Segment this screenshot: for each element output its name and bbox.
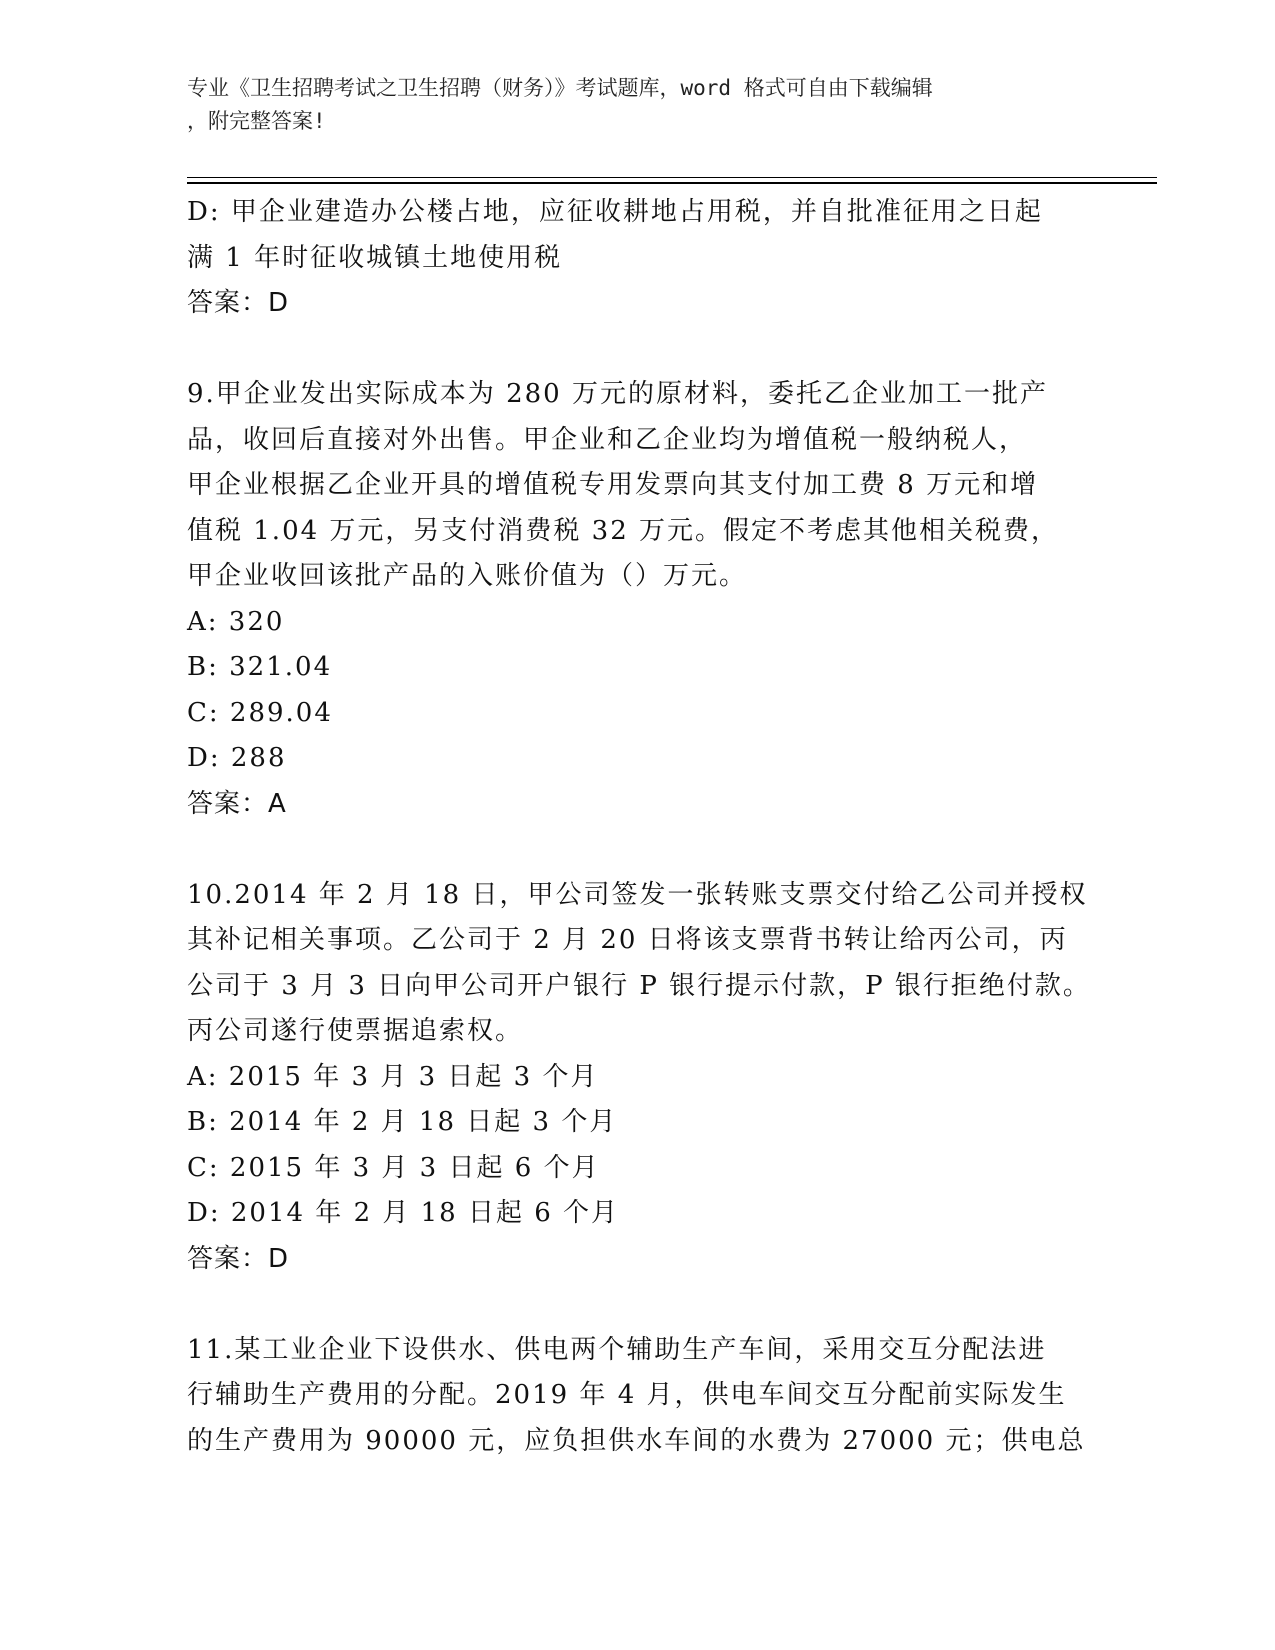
- q11-stem-line: 行辅助生产费用的分配。2019 年 4 月，供电车间交互分配前实际发生: [187, 1380, 1067, 1410]
- q8-answer: 答案：D: [187, 288, 290, 318]
- q9-option-d: D: 288: [187, 743, 287, 773]
- q10-option-d: D: 2014 年 2 月 18 日起 6 个月: [187, 1198, 620, 1228]
- spacer: [187, 827, 1087, 873]
- q9-option-b: B: 321.04: [187, 652, 333, 682]
- q10-option-c: C: 2015 年 3 月 3 日起 6 个月: [187, 1152, 600, 1183]
- question-10: [187, 873, 1091, 1283]
- q10-stem-line: 10.2014 年 2 月 18 日，甲公司签发一张转账支票交付给乙公司并授权: [187, 879, 1088, 910]
- q10-stem-line: 其补记相关事项。乙公司于 2 月 20 日将该支票背书转让给丙公司，丙: [187, 925, 1068, 955]
- q11-stem-line: 的生产费用为 90000 元，应负担供水车间的水费为 27000 元；供电总: [187, 1425, 1086, 1456]
- question-8-tail: [187, 190, 1087, 327]
- header-title-line-2: ，附完整答案!: [187, 109, 326, 133]
- spacer: [187, 1282, 1087, 1328]
- document-body: [187, 190, 1091, 1464]
- q9-stem-line: 值税 1.04 万元，另支付消费税 32 万元。假定不考虑其他相关税费，: [187, 515, 1060, 546]
- q11-stem-line: 11.某工业企业下设供水、供电两个辅助生产车间，采用交互分配法进: [187, 1334, 1047, 1365]
- q9-option-a: A: 320: [187, 606, 285, 637]
- q9-answer: 答案：A: [187, 788, 287, 819]
- q9-stem-line: 9.甲企业发出实际成本为 280 万元的原材料，委托乙企业加工一批产: [187, 379, 1048, 409]
- q10-option-a: A: 2015 年 3 月 3 日起 3 个月: [187, 1061, 599, 1092]
- q10-stem-line: 公司于 3 月 3 日向甲公司开户银行 P 银行提示付款，P 银行拒绝付款。: [187, 970, 1091, 1001]
- q9-stem-line: 甲企业收回该批产品的入账价值为（）万元。: [187, 561, 748, 591]
- header-divider-thick: [187, 182, 1157, 184]
- q10-answer: 答案：D: [187, 1243, 290, 1274]
- spacer: [187, 327, 1087, 373]
- q10-stem-line: 丙公司遂行使票据追索权。: [187, 1016, 524, 1046]
- header-divider-thin: [187, 177, 1157, 178]
- page-header: [187, 72, 1087, 138]
- question-11: [187, 1328, 1087, 1465]
- q8-option-d-line-1: D: 甲企业建造办公楼占地，应征收耕地占用税，并自批准征用之日起: [187, 197, 1043, 227]
- q8-option-d-line-2: 满 1 年时征收城镇土地使用税: [187, 242, 563, 273]
- q10-option-b: B: 2014 年 2 月 18 日起 3 个月: [187, 1107, 618, 1137]
- q9-option-c: C: 289.04: [187, 697, 333, 728]
- q9-stem-line: 甲企业根据乙企业开具的增值税专用发票向其支付加工费 8 万元和增: [187, 470, 1039, 500]
- header-title-line-1: 专业《卫生招聘考试之卫生招聘（财务）》考试题库，word 格式可自由下载编辑: [187, 76, 933, 100]
- q9-stem-line: 品，收回后直接对外出售。甲企业和乙企业均为增值税一般纳税人，: [187, 424, 1028, 455]
- question-9: [187, 372, 1087, 827]
